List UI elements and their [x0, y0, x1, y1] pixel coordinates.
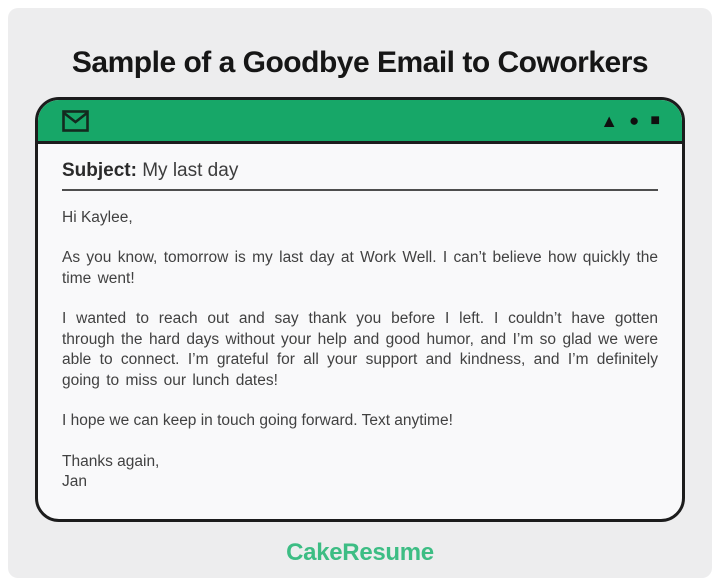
body-paragraph-1: As you know, tomorrow is my last day at Work Well. I can’t believe how quickly the time went! [62, 249, 658, 287]
window-controls [600, 112, 660, 130]
email-window-titlebar [38, 100, 682, 144]
square-icon: ■ [650, 111, 660, 129]
infographic-card [8, 8, 712, 578]
body-paragraph-3: I hope we can keep in touch going forward. Text anytime! [62, 412, 453, 430]
envelope-icon [62, 110, 89, 132]
email-letter [62, 208, 658, 493]
body-paragraph-2: I wanted to reach out and say thank you before I left. I couldn’t have gotten through the hard days without your help and good humor, and I’m so glad we were able to connect. I’m grateful for all your support and kindness, and I’m definitely going to miss our lunch dates! [62, 310, 658, 389]
email-body [38, 144, 682, 519]
page-title: Sample of a Goodbye Email to Coworkers [71, 46, 649, 79]
triangle-icon: ▲ [600, 110, 619, 131]
brand-logo: CakeResume [286, 538, 434, 566]
circle-icon: ● [629, 111, 640, 130]
subject-value: My last day [142, 160, 239, 181]
signature-line: Jan [62, 473, 87, 491]
subject-label: Subject: [62, 160, 137, 181]
greeting-line: Hi Kaylee, [62, 209, 133, 226]
subject-row [62, 156, 658, 191]
closing-line: Thanks again, [62, 452, 160, 470]
footer [8, 539, 712, 567]
email-window [35, 97, 685, 522]
